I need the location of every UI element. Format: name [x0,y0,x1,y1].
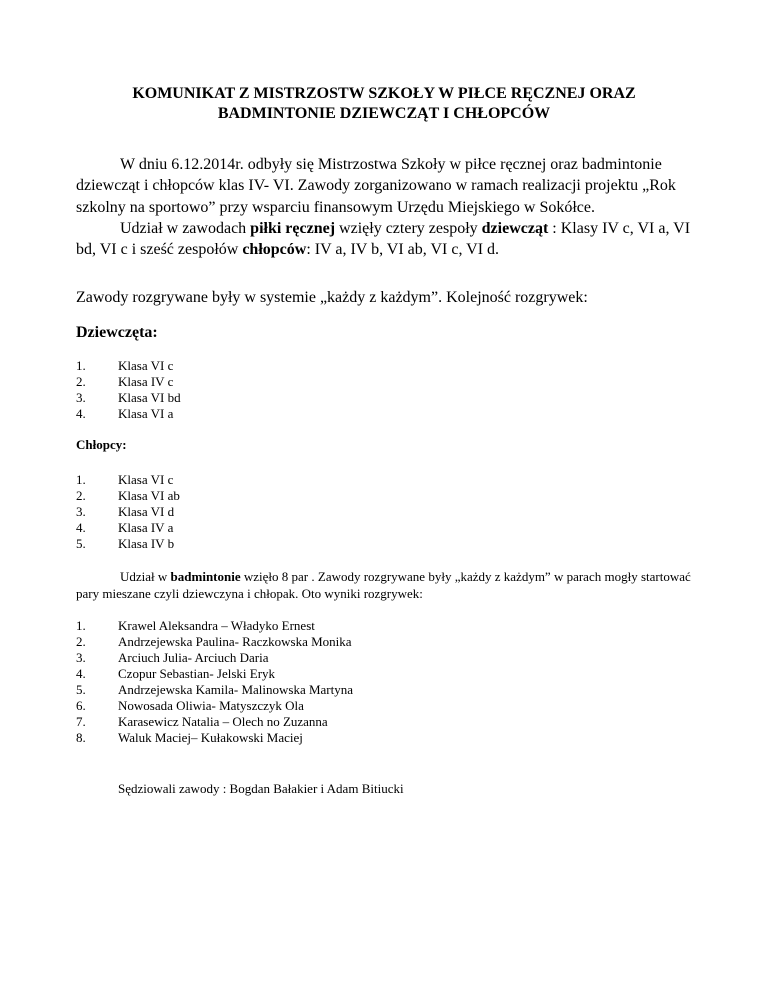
girls-ranking-list [76,358,181,422]
intro-bold-boys: chłopców [242,241,307,259]
badminton-paragraph [76,568,716,602]
intro-bold-girls: dziewcząt [481,219,549,237]
system-text: Zawody rozgrywane były w systemie „każdy z każdym”. Kolejność rozgrywek: [76,289,588,306]
judges-text: Sędziowali zawody : Bogdan Bałakier i Adam Bitiucki [118,781,404,796]
badminton-results-list [76,618,353,746]
list-item: 4. Czopur Sebastian- Jelski Eryk [76,666,276,681]
list-item: 5. Klasa IV b [76,536,175,551]
document-title [0,84,768,124]
list-item-text: Klasa IV c [118,374,174,389]
list-item-text: Klasa VI ab [118,488,180,503]
title-line-1: KOMUNIKAT Z MISTRZOSTW SZKOŁY W PIŁCE RĘCZNEJ ORAZ [132,85,636,102]
girls-heading: Dziewczęta: [76,324,158,341]
list-item-text: Klasa VI c [118,358,174,373]
list-item: 4. Klasa IV a [76,520,174,535]
intro-paragraph-1-text: W dniu 6.12.2014r. odbyły się Mistrzostwa Szkoły w piłce ręcznej oraz badmintonie dziewcząt i chłopców klas IV- VI. Zawody zorganizowano w ramach realizacji projektu „Rok szkolny na sportowo” przy wsparciu finansowym Urzędu Miejskiego w Sokółce. [76,156,676,216]
badminton-text: wzięło 8 par . Zawody rozgrywane były „każdy z każdym” w parach mogły startować pary mieszane czyli dziewczyna i chłopak. Oto wyniki rozgrywek: [76,569,691,601]
list-item: 1. Krawel Aleksandra – Władyko Ernest [76,618,315,633]
list-item: 8. Waluk Maciej– Kułakowski Maciej [76,730,303,745]
list-item-text: Nowosada Oliwia- Matyszczyk Ola [118,698,304,713]
intro-text: : Klasy IV c, VI a, VI bd, VI c i sześć zespołów [76,219,691,259]
list-item-text: Klasa VI d [118,504,175,519]
intro-paragraph-2 [76,218,696,261]
list-item: 2. Andrzejewska Paulina- Raczkowska Monika [76,634,352,649]
list-item-text: Andrzejewska Paulina- Raczkowska Monika [118,634,352,649]
list-item: 1. Klasa VI c [76,472,174,487]
list-item: 4. Klasa VI a [76,406,174,421]
list-item: 7. Karasewicz Natalia – Olech no Zuzanna [76,714,328,729]
list-item: 5. Andrzejewska Kamila- Malinowska Martyna [76,682,354,697]
list-item-text: Czopur Sebastian- Jelski Eryk [118,666,276,681]
boys-heading: Chłopcy: [76,437,127,452]
badminton-text: Udział w [120,569,171,584]
intro-text: Udział w zawodach [120,219,251,237]
intro-section [76,154,696,260]
list-item-text: Karasewicz Natalia – Olech no Zuzanna [118,714,328,729]
list-item: 3. Klasa VI d [76,504,175,519]
list-item: 3. Arciuch Julia- Arciuch Daria [76,650,269,665]
list-item-text: Klasa VI bd [118,390,181,405]
list-item-text: Klasa VI c [118,472,174,487]
list-item-text: Arciuch Julia- Arciuch Daria [118,650,269,665]
intro-text: : IV a, IV b, VI ab, VI c, VI d. [306,241,500,259]
list-item-text: Andrzejewska Kamila- Malinowska Martyna [118,682,354,697]
list-item-text: Krawel Aleksandra – Władyko Ernest [118,618,315,633]
list-item: 2. Klasa IV c [76,374,174,389]
title-line-2: BADMINTONIE DZIEWCZĄT I CHŁOPCÓW [217,105,551,122]
badminton-bold: badmintonie [170,569,241,584]
intro-bold-handball: piłki ręcznej [250,219,336,237]
list-item: 2. Klasa VI ab [76,488,180,503]
list-item-text: Klasa VI a [118,406,174,421]
list-item: 6. Nowosada Oliwia- Matyszczyk Ola [76,698,304,713]
boys-ranking-list [76,472,180,552]
list-item-text: Klasa IV b [118,536,175,551]
list-item: 3. Klasa VI bd [76,390,181,405]
list-item-text: Klasa IV a [118,520,174,535]
list-item-text: Waluk Maciej– Kułakowski Maciej [118,730,303,745]
list-item: 1. Klasa VI c [76,358,174,373]
intro-text: wzięły cztery zespoły [335,219,482,237]
intro-paragraph-1 [76,154,696,218]
